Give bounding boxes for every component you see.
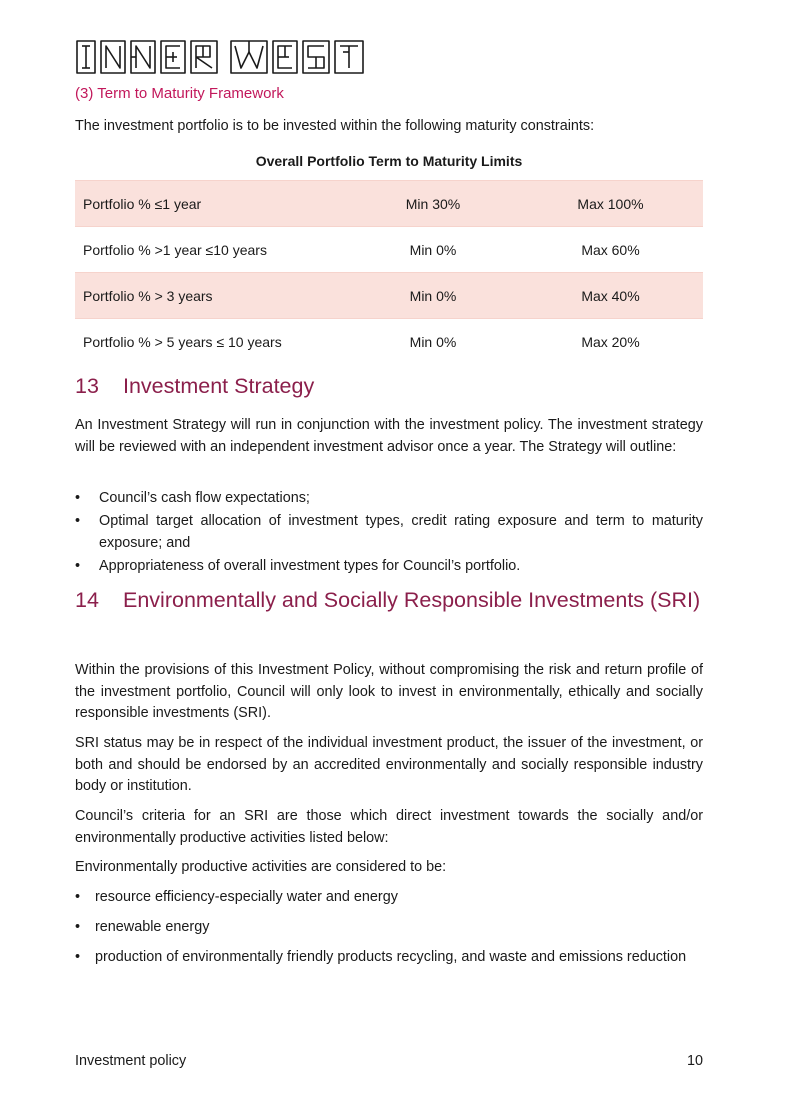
bullet-icon: • [75,557,81,574]
list-item [75,556,703,578]
table-row [75,319,703,365]
row-label: Portfolio % >1 year ≤10 years [83,241,267,258]
section-title: Investment Strategy [123,374,315,398]
row-label: Portfolio % > 5 years ≤ 10 years [83,333,282,350]
table-row [75,181,703,227]
table-row [75,273,703,319]
section-number: 13 [75,374,99,398]
section-14-paragraph-1: Within the provisions of this Investment Policy, without compromising the risk and return profile of the investment portfolio, Council will only look to invest in environmentally, ethically and socially responsible investments (SRI). [75,662,703,721]
maturity-limits-table [75,180,703,364]
row-min: Min 0% [409,241,457,258]
row-max: Max 100% [518,181,703,227]
bullet-icon: • [75,490,81,506]
list-item-text: Optimal target allocation of investment types, credit rating exposure and term to maturity exposure; and [99,513,703,551]
list-item-text: renewable energy [95,919,210,935]
section-13-bullets [75,488,703,579]
section-14-paragraph-2: SRI status may be in respect of the individual investment product, the issuer of the investment, or both and should be endorsed by an accredited environmentally and socially responsible industry body or institution. [75,735,703,794]
section-number: 14 [75,588,99,612]
inner-west-logo [75,38,367,76]
row-min: Min 0% [348,273,518,319]
bullet-icon: • [75,919,81,935]
bullet-icon: • [75,889,81,905]
row-label: Portfolio % > 3 years [75,273,348,319]
bullet-icon: • [75,513,81,529]
section-title: Environmentally and Socially Responsible Investments (SRI) [123,588,701,612]
row-label: Portfolio % ≤1 year [75,181,348,227]
list-item [75,947,703,969]
footer-title: Investment policy [75,1053,187,1069]
list-item-text: production of environmentally friendly products recycling, and waste and emissions reduction [95,949,687,965]
row-min: Min 30% [348,181,518,227]
row-max: Max 40% [518,273,703,319]
intro-text: The investment portfolio is to be invested within the following maturity constraints: [75,118,595,134]
section-13-paragraph: An Investment Strategy will run in conjunction with the investment policy. The investment strategy will be reviewed with an independent investment advisor once a year. The Strategy will outline: [75,417,703,455]
list-item [75,887,703,909]
list-item-text: Council’s cash flow expectations; [99,490,310,506]
section-14-paragraph-4: Environmentally productive activities are considered to be: [75,859,447,875]
row-min: Min 0% [409,333,457,350]
section-14-paragraph-3: Council’s criteria for an SRI are those which direct investment towards the socially and/or environmentally productive activities listed below: [75,808,703,846]
page-number: 10 [686,1053,703,1069]
framework-subheading: (3) Term to Maturity Framework [75,85,284,102]
list-item-text: Appropriateness of overall investment types for Council’s portfolio. [99,557,521,574]
table-caption: Overall Portfolio Term to Maturity Limits [255,153,523,169]
row-max: Max 60% [581,241,640,258]
table-row [75,227,703,273]
bullet-icon: • [75,949,81,965]
row-max: Max 20% [581,333,640,350]
list-item-text: resource efficiency-especially water and energy [95,889,398,905]
list-item [75,488,703,510]
list-item [75,511,703,554]
list-item [75,917,703,939]
